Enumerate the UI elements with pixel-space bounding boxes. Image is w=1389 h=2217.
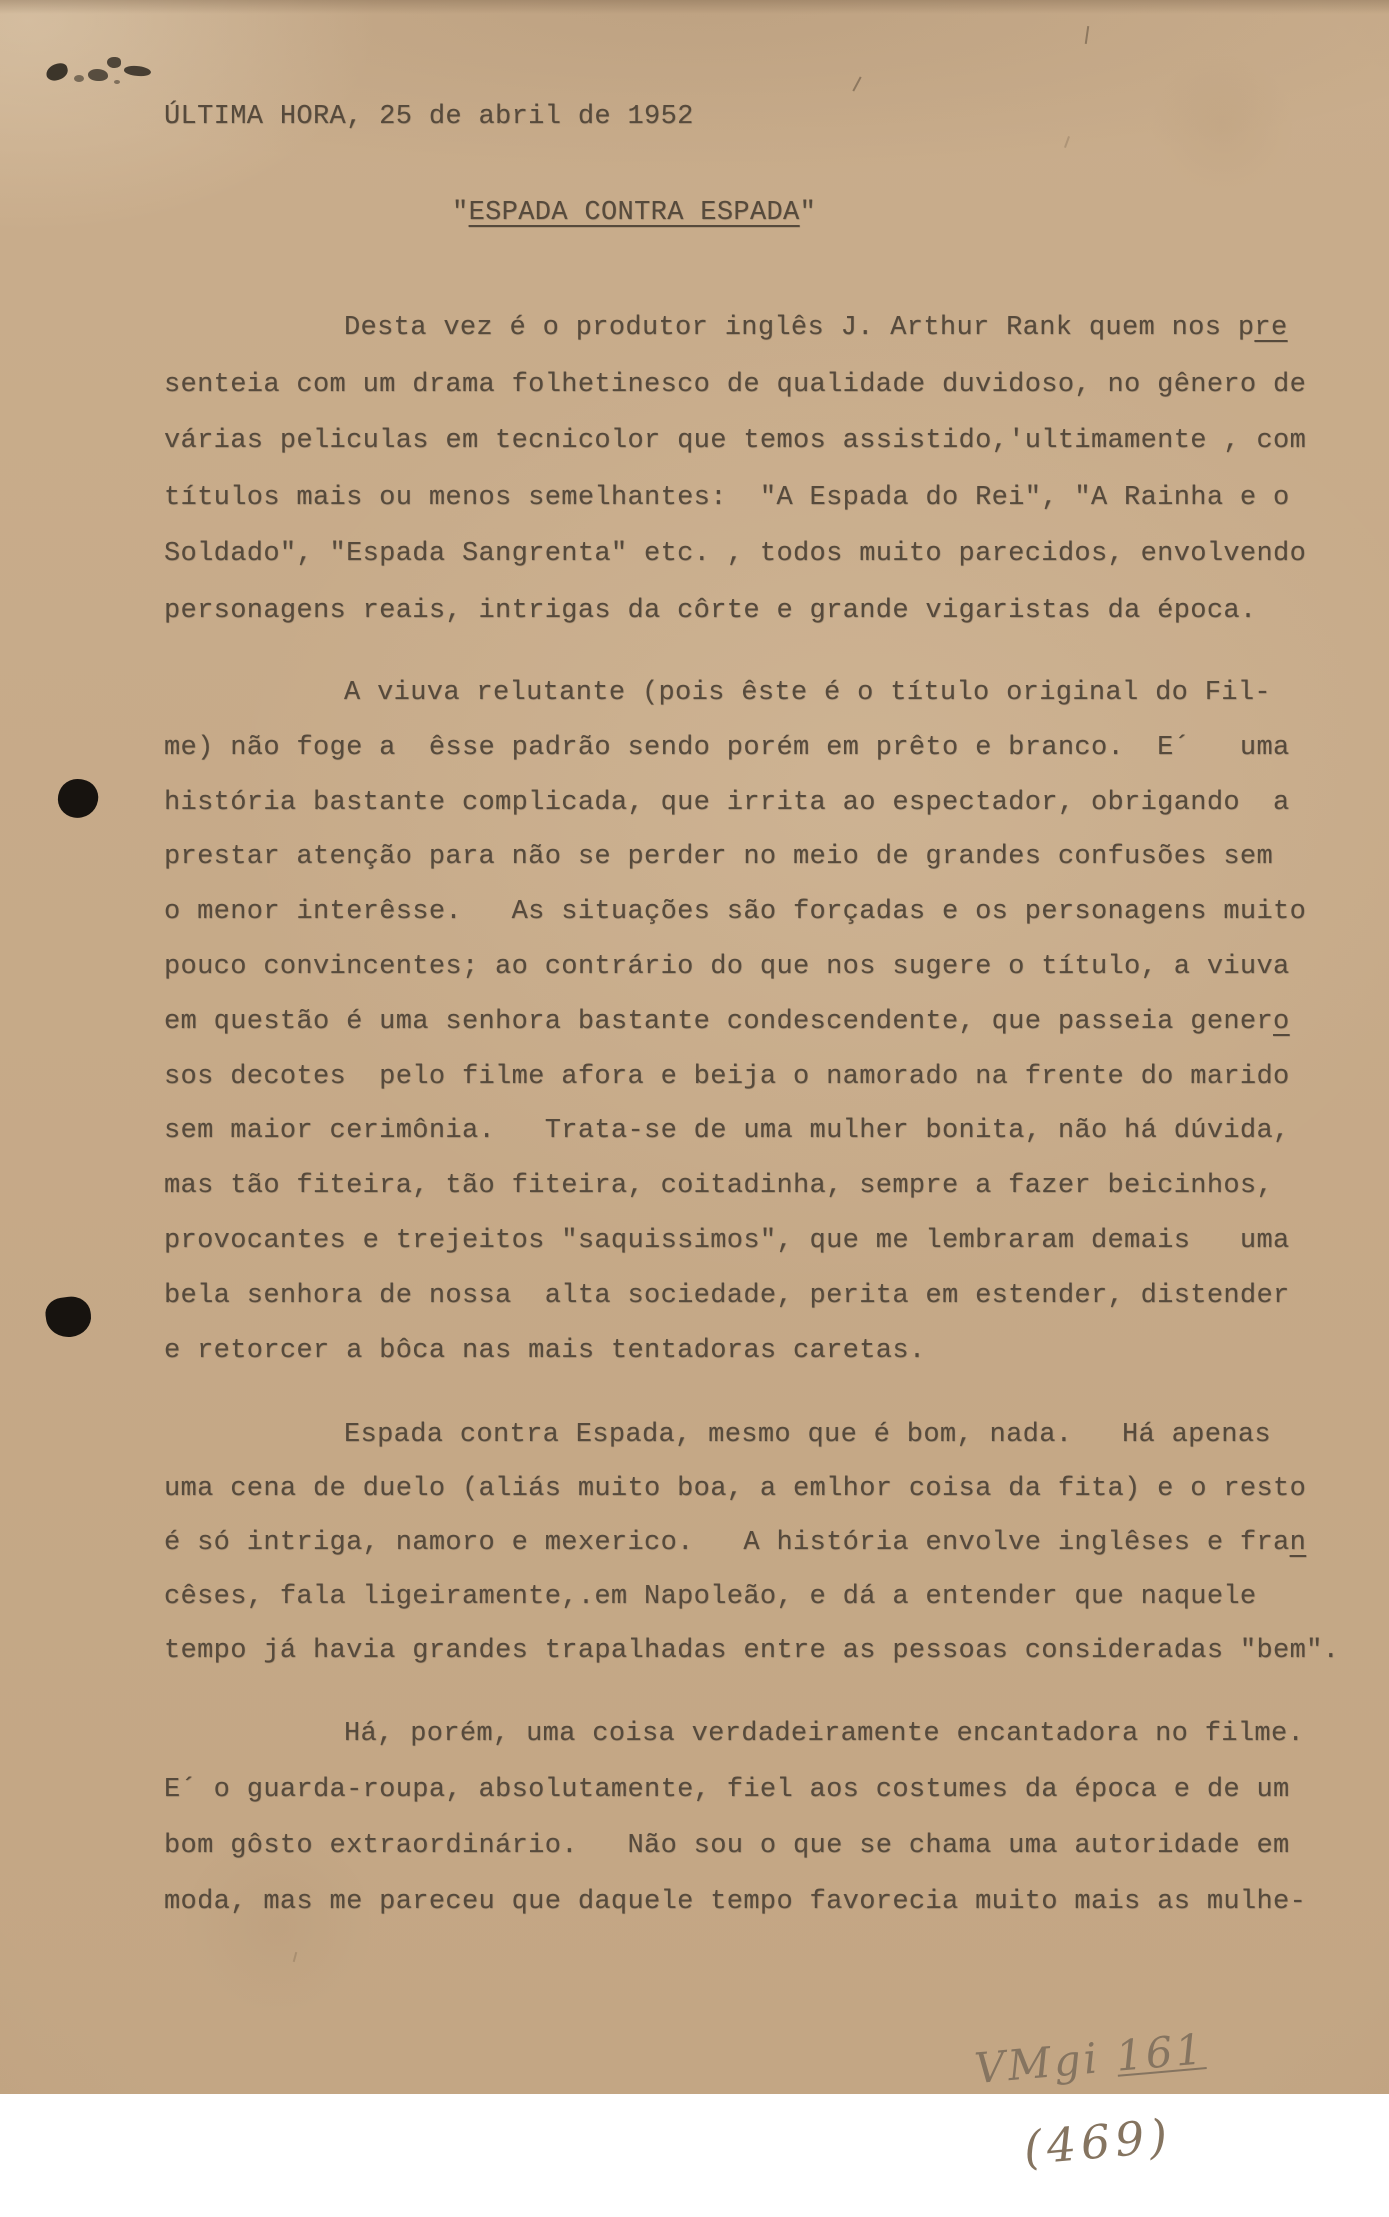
text-segment: " <box>799 198 817 228</box>
typewritten-line <box>164 357 1379 414</box>
text-segment: pouco convincentes; ao contrário do que nos sugere o título, a viuva <box>164 951 1290 982</box>
scratch-mark <box>293 1952 298 1962</box>
handwritten-annotation <box>969 1986 1218 2216</box>
scratch-mark <box>1064 136 1070 148</box>
text-segment: Desta vez é o produtor inglês J. Arthur Rank quem nos p <box>344 313 1255 343</box>
scratch-mark <box>852 76 861 91</box>
scratch-mark <box>1085 26 1089 44</box>
typewritten-line <box>164 1408 1379 1462</box>
text-segment: Soldado", "Espada Sangrenta" etc. , todos muito parecidos, envolvendo <box>164 539 1307 569</box>
text-segment: sem maior cerimônia. Trata-se de uma mulher bonita, não há dúvida, <box>164 1116 1290 1147</box>
ink-blot-cluster <box>40 52 170 92</box>
typewritten-line <box>164 1624 1379 1678</box>
typewritten-line <box>164 1159 1379 1214</box>
text-segment: ESPADA CONTRA ESPADA <box>468 198 800 228</box>
typewritten-line <box>164 776 1379 831</box>
text-segment: n <box>1289 1528 1307 1558</box>
text-segment: Há, porém, uma coisa verdadeiramente encantadora no filme. <box>344 1719 1305 1749</box>
typewritten-line <box>164 1516 1379 1570</box>
ink-blot <box>88 69 108 81</box>
text-segment: me) não foge a êsse padrão sendo porém em prêto e branco. E´ uma <box>164 732 1290 763</box>
text-segment: sos decotes pelo filme afora e beija o namorado na frente do marido <box>164 1061 1290 1092</box>
paragraph-4 <box>164 1706 1379 1930</box>
typewritten-line <box>164 995 1379 1050</box>
text-segment: moda, mas me pareceu que daquele tempo favorecia muito mais as mulhe- <box>164 1887 1307 1917</box>
text-segment: história bastante complicada, que irrita ao espectador, obrigando a <box>164 787 1290 818</box>
text-segment: mas tão fiteira, tão fiteira, coitadinha, sempre a fazer beicinhos, <box>164 1171 1274 1202</box>
text-segment: re <box>1254 313 1288 343</box>
typewritten-line <box>164 1214 1379 1269</box>
text-segment: prestar atenção para não se perder no meio de grandes confusões sem <box>164 842 1274 873</box>
text-segment: 161 <box>1114 2024 1208 2081</box>
typewritten-line <box>164 1874 1379 1930</box>
typewritten-line <box>164 1324 1379 1379</box>
ink-blot <box>107 57 121 68</box>
typewritten-line <box>164 721 1379 776</box>
typewritten-line <box>164 300 1379 357</box>
text-segment: em questão é uma senhora bastante condescendente, que passeia gener <box>164 1006 1274 1037</box>
text-segment: Espada contra Espada, mesmo que é bom, nada. Há apenas <box>344 1420 1271 1450</box>
typewritten-line <box>164 1462 1379 1516</box>
typewritten-line <box>164 1269 1379 1324</box>
typewritten-line <box>164 526 1379 583</box>
text-segment: tempo já havia grandes trapalhadas entre as pessoas consideradas "bem". <box>164 1636 1340 1666</box>
ink-blot <box>114 80 120 84</box>
typewritten-line <box>164 830 1379 885</box>
text-segment: " <box>452 198 469 228</box>
paragraph-1 <box>164 300 1379 639</box>
text-segment: e retorcer a bôca nas mais tentadoras caretas. <box>164 1335 926 1366</box>
ink-blot <box>74 75 84 82</box>
typewritten-line <box>164 1570 1379 1624</box>
typewritten-line <box>164 470 1379 527</box>
text-segment: A viuva relutante (pois êste é o título original do Fil- <box>344 678 1271 708</box>
text-segment: uma cena de duelo (aliás muito boa, a emlhor coisa da fita) e o resto <box>164 1474 1307 1504</box>
typewritten-line <box>164 413 1379 470</box>
ink-blot <box>123 64 151 78</box>
text-segment: o <box>1273 1006 1290 1037</box>
paragraph-3 <box>164 1408 1379 1678</box>
handwritten-number <box>973 2024 1208 2093</box>
ink-dot-1 <box>55 776 101 821</box>
text-segment: VMgi <box>972 2031 1119 2094</box>
typewritten-line <box>164 940 1379 995</box>
text-segment: bela senhora de nossa alta sociedade, perita em estender, distender <box>164 1280 1290 1311</box>
text-segment: senteia com um drama folhetinesco de qualidade duvidoso, no gênero de <box>164 369 1307 400</box>
typewritten-line <box>164 666 1379 721</box>
text-segment: é só intriga, namoro e mexerico. A história envolve inglêses e fra <box>164 1528 1290 1558</box>
handwritten-number-secondary: (469) <box>1021 2108 1175 2176</box>
text-segment: cêses, fala ligeiramente,.em Napoleão, e dá a entender que naquele <box>164 1582 1257 1612</box>
article-title <box>452 198 816 228</box>
ink-blot <box>44 61 69 82</box>
paragraph-2 <box>164 666 1379 1378</box>
typewritten-line <box>164 885 1379 940</box>
text-segment: bom gôsto extraordinário. Não sou o que se chama uma autoridade em <box>164 1831 1290 1861</box>
text-segment: o menor interêsse. As situações são forçadas e os personagens muito <box>164 897 1307 928</box>
typewritten-line <box>164 583 1379 640</box>
ink-dot-2 <box>43 1294 93 1340</box>
masthead-date: ÚLTIMA HORA, 25 de abril de 1952 <box>164 102 694 132</box>
typewritten-line <box>164 1050 1379 1105</box>
text-segment: personagens reais, intrigas da côrte e grande vigaristas da época. <box>164 595 1257 626</box>
text-segment: E´ o guarda-roupa, absolutamente, fiel aos costumes da época e de um <box>164 1775 1290 1805</box>
text-segment: provocantes e trejeitos "saquissimos", que me lembraram demais uma <box>164 1225 1290 1256</box>
typewritten-line <box>164 1706 1379 1762</box>
typewritten-line <box>164 1104 1379 1159</box>
typewritten-line <box>164 1818 1379 1874</box>
text-segment: títulos mais ou menos semelhantes: "A Espada do Rei", "A Rainha e o <box>164 482 1290 513</box>
text-segment: várias peliculas em tecnicolor que temos assistido,'ultimamente , com <box>164 426 1307 456</box>
typewritten-line <box>164 1762 1379 1818</box>
